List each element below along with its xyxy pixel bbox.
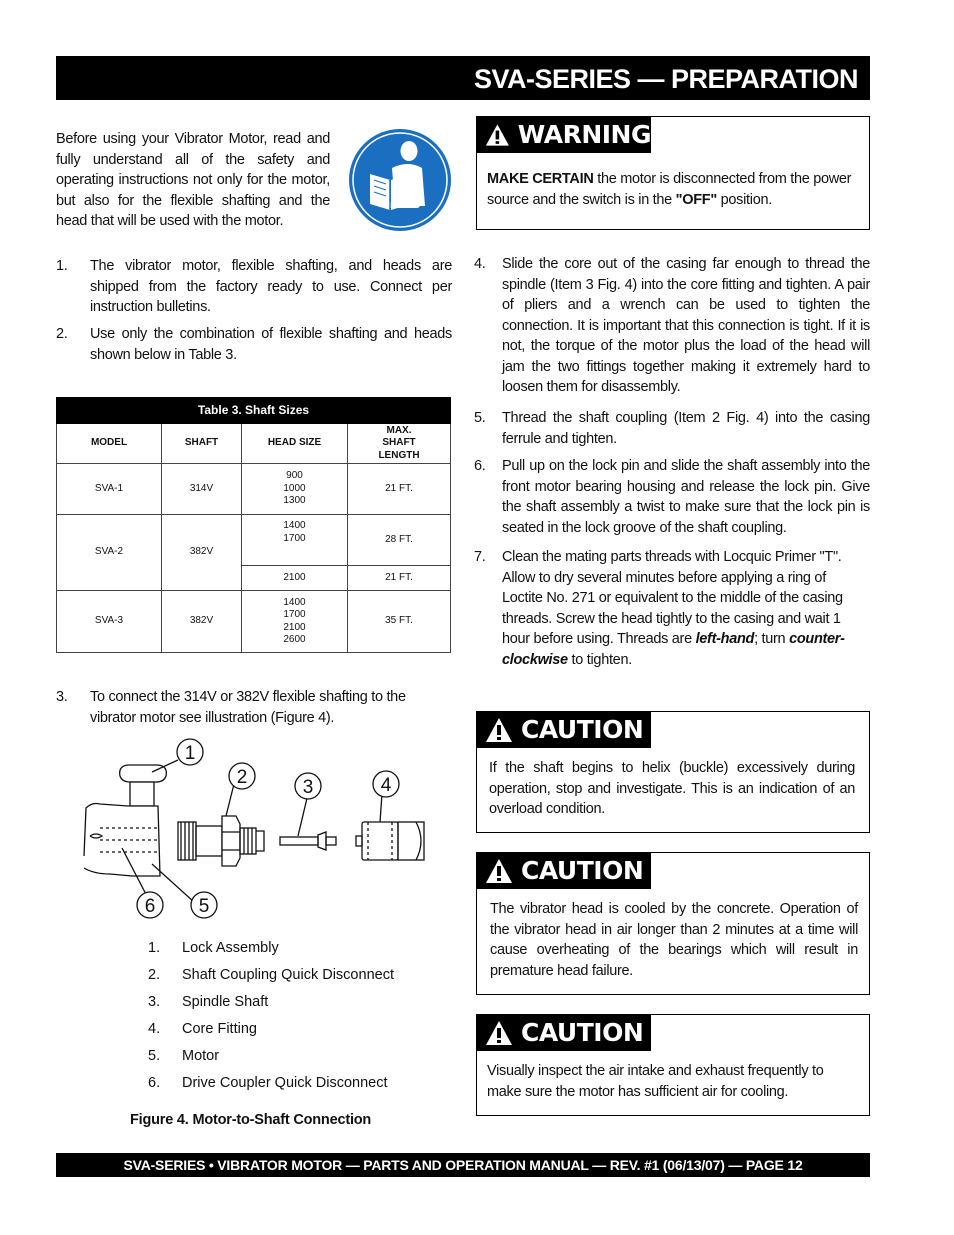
read-manual-icon [348,128,452,232]
callout-3: 3 [302,777,314,798]
step-number: 4. [474,256,486,272]
callout-5: 5 [198,896,210,917]
cell-model: SVA-3 [57,591,162,653]
step-number: 6. [474,458,486,474]
cell-shaft: 382V [162,591,242,653]
motor-to-shaft-figure [80,736,430,926]
warning-box [476,116,870,230]
figure-caption: Figure 4. Motor-to-Shaft Connection [130,1112,372,1128]
shaft-sizes-table [56,397,451,653]
callout-2: 2 [236,767,248,788]
warning-text: MAKE CERTAIN the motor is disconnected from the power source and the switch is in the "OFF" position. [487,171,852,208]
step-number: 3. [56,689,68,705]
cell-length: 21 FT. [348,566,451,591]
cell-model: SVA-1 [57,464,162,515]
page-title: SVA-SERIES — PREPARATION [473,64,858,94]
step-3 [56,687,452,731]
table-row [57,464,451,515]
step-number: 5. [474,410,486,426]
step-text: Use only the combination of flexible shafting and heads shown below in Table 3. [90,326,452,363]
cell-length: 21 FT. [348,464,451,515]
cell-head-size: 2100 [242,566,348,591]
step-text: Thread the shaft coupling (Item 2 Fig. 4) into the casing ferrule and tighten. [502,410,870,447]
page-header [56,56,870,100]
caution-box-3 [476,1014,870,1116]
step-4 [474,254,870,400]
cell-head-size: 1400 1700 [242,515,348,566]
step-text: Clean the mating parts threads with Locquic Primer "T". Allow to dry several minutes before applying a ring of Loctite No. 271 or equivalent to the middle of the casing threads. Screw the head tightly to the casing and wait 1 hour before using. Threads are left-hand; turn counter-clockwise to tighten. [502,549,845,668]
callout-6: 6 [144,896,156,917]
cell-head-size: 900 1000 1300 [242,464,348,515]
caution-label: CAUTION [521,715,644,744]
caution-text: Visually inspect the air intake and exhaust frequently to make sure the motor has sufficient air for cooling. [487,1063,824,1100]
caution-tab [477,853,651,889]
table-row [57,515,451,566]
caution-text: If the shaft begins to helix (buckle) excessively during operation, stop and investigate. This is an indication of an overload condition. [489,760,855,817]
col-header-shaft: SHAFT [162,424,242,464]
cell-length: 28 FT. [348,515,451,566]
footer-text: SVA-SERIES • VIBRATOR MOTOR — PARTS AND OPERATION MANUAL — REV. #1 (06/13/07) — PAGE 12 [123,1157,803,1173]
step-number: 2. [56,326,68,342]
caution-label: CAUTION [521,856,644,885]
table-row [57,591,451,653]
step-number: 7. [474,549,486,565]
step-text: To connect the 314V or 382V flexible shafting to the vibrator motor see illustration (Figure 4). [90,689,406,726]
step-1 [56,256,452,320]
caution-box-2 [476,852,870,995]
caution-triangle-icon [485,717,513,743]
step-7 [474,547,870,673]
step-text: Slide the core out of the casing far enough to thread the spindle (Item 3 Fig. 4) into the core fitting and tighten. A pair of pliers and a wrench can be used to tighten the connection. It is important that this connection is tight. If it is not, the torque of the motor plus the load of the head will jam the two fittings together making it extremely hard to loosen them for disassembly. [502,256,870,395]
warning-triangle-icon [485,122,510,148]
step-6 [474,456,870,542]
cell-model: SVA-2 [57,515,162,591]
callout-1: 1 [184,743,196,764]
step-5 [474,408,870,452]
table-caption: Table 3. Shaft Sizes [57,398,451,424]
col-header-model: MODEL [57,424,162,464]
step-2 [56,324,452,368]
caution-triangle-icon [485,858,513,884]
caution-text: The vibrator head is cooled by the concrete. Operation of the vibrator head in air longer than 2 minutes at a time will cause overheating of the bearings which will result in premature head failure. [490,901,858,979]
step-text: Pull up on the lock pin and slide the shaft assembly into the front motor bearing housing and release the lock pin. Give the shaft assembly a twist to make sure that the lock pin is seated in the lock groove of the shaft coupling. [502,458,870,536]
step-number: 1. [56,258,68,274]
cell-head-size: 1400 1700 2100 2600 [242,591,348,653]
callout-4: 4 [380,775,392,796]
intro-paragraph: Before using your Vibrator Motor, read and fully understand all of the safety and operating instructions not only for the motor, but also for the flexible shafting and the head that will be used with the motor. [56,131,330,229]
caution-box-1 [476,711,870,833]
col-header-max-length: MAX. SHAFT LENGTH [348,424,451,464]
caution-tab [477,712,651,748]
caution-tab [477,1015,651,1051]
parts-list: 1. Lock Assembly 2. Shaft Coupling Quick Disconnect 3. Spindle Shaft 4. Core Fitting 5. Motor 6. Drive Coupler Quick Disconnect [148,940,394,1091]
cell-shaft: 314V [162,464,242,515]
col-header-head-size: HEAD SIZE [242,424,348,464]
page-footer [56,1153,870,1177]
cell-length: 35 FT. [348,591,451,653]
caution-triangle-icon [485,1020,513,1046]
cell-shaft: 382V [162,515,242,591]
warning-tab [477,117,651,153]
caution-label: CAUTION [521,1018,644,1047]
warning-label: WARNING [517,120,651,149]
step-text: The vibrator motor, flexible shafting, and heads are shipped from the factory ready to use. Connect per instruction bulletins. [90,258,452,315]
